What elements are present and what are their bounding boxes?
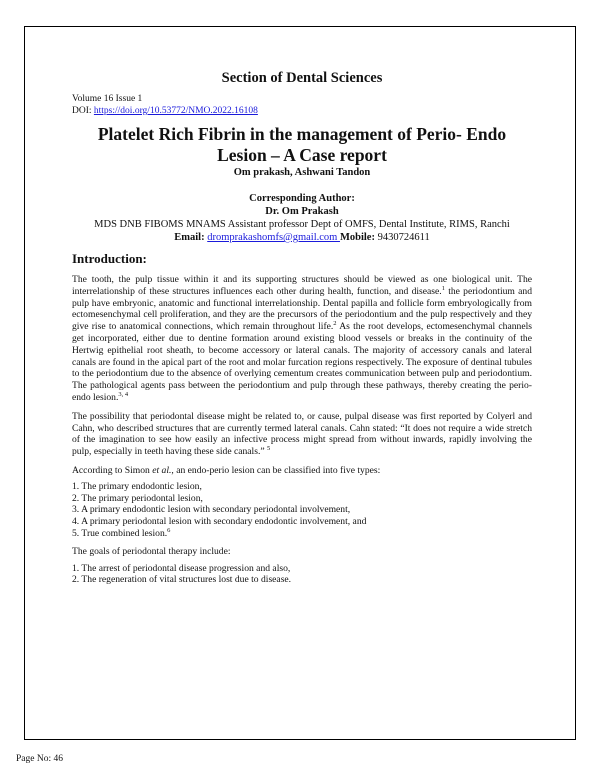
paragraph-1 — [72, 274, 532, 404]
list-item: 3. A primary endodontic lesion with secondary periodontal involvement, — [72, 504, 351, 516]
citation-1: 1 — [441, 284, 445, 292]
p3-italic: et al. — [152, 464, 172, 476]
p2-text: The possibility that periodontal disease might be related to, or cause, pulpal disease was first reported by Colyerl and Cahn, who described structures that are currently termed lateral canals. Cahn stated: “It does not require a wide stretch of the imagination to see how easily an infective process might spread from without inwards, rapidly involving the pulp, especially in teeth having these side canals.” — [72, 410, 532, 458]
corresponding-author-label: Corresponding Author: — [249, 193, 355, 204]
list-item: 2. The primary periodontal lesion, — [72, 492, 203, 504]
citation-2: 2 — [333, 320, 337, 327]
corresponding-author-block — [72, 192, 532, 244]
email-link[interactable]: dromprakashomfs@gmail.com — [207, 232, 340, 243]
paper-title-line-1: Platelet Rich Fibrin in the management of Perio- Endo — [97, 124, 507, 144]
article — [72, 70, 532, 592]
page-number: Page No: 46 — [16, 754, 63, 764]
p3-text-2: , an endo-perio lesion can be classified into five types: — [171, 464, 381, 476]
citation-5: 5 — [267, 444, 271, 452]
list-item: 1. The arrest of periodontal disease progression and also, — [72, 562, 291, 574]
list-item: 4. A primary periodontal lesion with secondary endodontic involvement, and — [72, 516, 367, 528]
authors: Om prakash, Ashwani Tandon — [233, 167, 371, 178]
volume-info: Volume 16 Issue 1 — [72, 94, 143, 104]
list-item-text: 5. True combined lesion. — [72, 527, 168, 539]
paper-title-line-2: Lesion – A Case report — [217, 145, 387, 165]
p1-text-1: The tooth, the pulp tissue within it and its supporting structures should be viewed as one biological unit. The interrelationship of these structures influences each other during health, function, and disease. — [72, 274, 532, 297]
p3-text-1: According to Simon — [72, 464, 153, 476]
section-title: Section of Dental Sciences — [221, 70, 383, 86]
citation-6: 6 — [167, 526, 171, 534]
doi-line — [72, 105, 532, 117]
list-item — [72, 528, 532, 540]
lesion-types-list — [72, 481, 532, 540]
introduction-heading: Introduction: — [72, 251, 147, 266]
list-item: 2. The regeneration of vital structures lost due to disease. — [72, 574, 292, 586]
mobile-label: Mobile: — [339, 232, 378, 243]
goals-list — [72, 563, 532, 587]
paper-title — [72, 124, 532, 166]
paragraph-2 — [72, 411, 532, 458]
p1-text-3: As the root develops, ectomesenchymal channels get incorporated, either due to dentine formation around existing blood vessels or breaks in the continuity of the Hertwig epithelial root sheath, to become accessory or lateral canals. The majority of accessory canals and lateral canals are found in the apical part of the root and molar furcation regions respectively. The exposure of dentinal tubules to the periodontium due to the absence of overlying cementum creates communication between pulp and periodontium. The pathological agents pass between the periodontium and pulp through these pathways, thereby creating the perio-endo lesion. — [72, 321, 532, 403]
list-item: 1. The primary endodontic lesion, — [72, 480, 202, 492]
p1-text-2: the periodontium and pulp have embryonic, anatomic and functional interrelationship. Dental papilla and follicle form embryologically from ectomesenchymal cell proliferation, and they are the precursors of the periodontium and the pulp respectively and they give rise to anatomical connections, which remain throughout life. — [72, 285, 532, 333]
doi-label: DOI: — [72, 106, 94, 116]
email-label: Email: — [174, 232, 208, 243]
contact-line — [72, 231, 532, 244]
corresponding-author-affiliation: MDS DNB FIBOMS MNAMS Assistant professor Dept of OMFS, Dental Institute, RIMS, Ranchi — [94, 219, 510, 230]
corresponding-author-name: Dr. Om Prakash — [265, 206, 339, 217]
citation-3-4: 3, 4 — [118, 390, 129, 398]
paragraph-3 — [72, 465, 532, 477]
mobile-number: 9430724611 — [377, 232, 430, 243]
doi-link[interactable]: https://doi.org/10.53772/NMO.2022.16108 — [93, 106, 258, 116]
goals-intro: The goals of periodontal therapy include: — [72, 545, 231, 557]
